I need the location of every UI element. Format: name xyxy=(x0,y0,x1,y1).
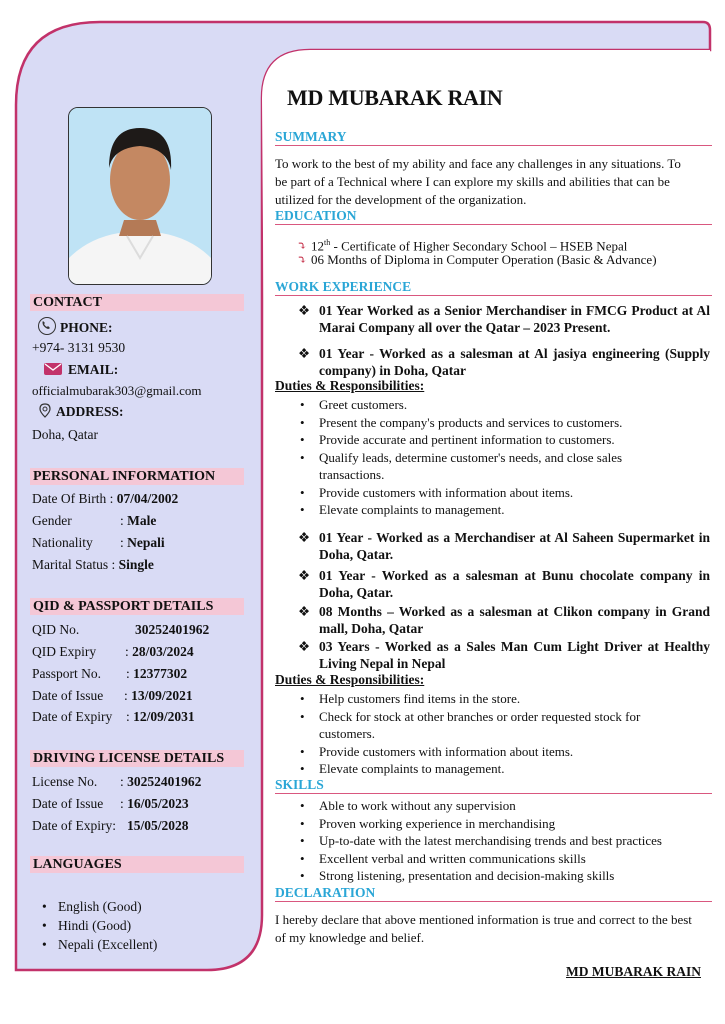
job-entry: ❖ 01 Year - Worked as a Merchandiser at Al Saheen Supermarket in Doha, Qatar. xyxy=(298,530,710,562)
list-item: • Strong listening, presentation and decision-making skills xyxy=(319,867,699,885)
list-item: • Provide accurate and pertinent information to customers. xyxy=(319,431,699,449)
phone-number: +974- 3131 9530 xyxy=(32,340,126,355)
info-row: Passport No. : 12377302 xyxy=(32,666,188,681)
job-entry: ❖ 01 Year - Worked as a salesman at Bunu chocolate company in Doha, Qatar. xyxy=(298,568,710,600)
list-item: • Proven working experience in merchandising xyxy=(319,815,699,833)
address-value: Doha, Qatar xyxy=(32,427,98,442)
work-experience-heading: WORK EXPERIENCE xyxy=(275,278,712,296)
list-item: • Excellent verbal and written communications skills xyxy=(319,850,699,868)
envelope-icon xyxy=(44,363,62,375)
arrow-icon: ⤵ xyxy=(297,239,308,254)
driving-license-heading: DRIVING LICENSE DETAILS xyxy=(30,750,244,767)
job-entry: ❖ 01 Year - Worked as a salesman at Al jasiya engineering (Supply company) in Doha, Qatar xyxy=(298,346,710,378)
diamond-bullet-icon: ❖ xyxy=(298,530,311,545)
language-item: • Hindi (Good) xyxy=(58,916,157,935)
list-item: • Elevate complaints to management. xyxy=(319,501,699,519)
list-item: • Elevate complaints to management. xyxy=(319,760,699,778)
list-item: • Up-to-date with the latest merchandising trends and best practices xyxy=(319,832,699,850)
list-item: • Help customers find items in the store. xyxy=(319,690,699,708)
language-item: • Nepali (Excellent) xyxy=(58,935,157,954)
list-item: • Qualify leads, determine customer's needs, and close sales transactions. xyxy=(319,449,664,484)
skills-heading: SKILLS xyxy=(275,776,712,794)
summary-text: To work to the best of my ability and face any challenges in any situations. To be part of a Technical where I can explore my skills and abilities that can be utilized for the development of the organization. xyxy=(275,156,681,207)
job-entry: ❖ 08 Months – Worked as a salesman at Clikon company in Grand mall, Doha, Qatar xyxy=(298,604,710,636)
duties-label: Duties & Responsibilities: xyxy=(275,378,425,393)
info-row: Marital Status : Single xyxy=(32,557,154,572)
job-entry: ❖ 01 Year Worked as a Senior Merchandiser in FMCG Product at Al Marai Company all over the Qatar – 2023 Present. xyxy=(298,303,710,335)
list-item: • Provide customers with information about items. xyxy=(319,743,699,761)
personal-info-heading: PERSONAL INFORMATION xyxy=(30,468,244,485)
contact-heading: CONTACT xyxy=(30,294,244,311)
signature-name: MD MUBARAK RAIN xyxy=(566,964,701,979)
phone-label: PHONE: xyxy=(60,320,113,335)
list-item: • Check for stock at other branches or order requested stock for customers. xyxy=(319,708,699,743)
address-label: ADDRESS: xyxy=(56,404,124,419)
diamond-bullet-icon: ❖ xyxy=(298,303,311,318)
summary-heading: SUMMARY xyxy=(275,128,712,146)
language-item: • English (Good) xyxy=(58,897,157,916)
education-item: ⤵ 12th - Certificate of Higher Secondary School – HSEB Nepal xyxy=(297,238,628,254)
location-pin-icon xyxy=(38,403,52,419)
phone-icon xyxy=(38,317,56,335)
list-item: • Provide customers with information about items. xyxy=(319,484,699,502)
arrow-icon: ⤵ xyxy=(297,253,308,267)
info-row: QID Expiry : 28/03/2024 xyxy=(32,644,194,659)
info-row: Date of Expiry : 12/09/2031 xyxy=(32,709,195,724)
skills-list xyxy=(319,797,699,885)
info-row: Date of Issue : 16/05/2023 xyxy=(32,796,189,811)
languages-heading: LANGUAGES xyxy=(30,856,244,873)
list-item: • Able to work without any supervision xyxy=(319,797,699,815)
info-row: Gender : Male xyxy=(32,513,157,528)
info-row: Date of Expiry: 15/05/2028 xyxy=(32,818,189,833)
diamond-bullet-icon: ❖ xyxy=(298,346,311,361)
phone-label-row xyxy=(38,317,113,336)
info-row: Date Of Birth : 07/04/2002 xyxy=(32,491,179,506)
duties-list xyxy=(319,396,699,519)
info-row: Date of Issue : 13/09/2021 xyxy=(32,688,193,703)
education-heading: EDUCATION xyxy=(275,207,712,225)
address-label-row xyxy=(38,403,124,420)
info-row: QID No. 30252401962 xyxy=(32,622,210,637)
declaration-heading: DECLARATION xyxy=(275,884,712,902)
list-item: • Present the company's products and services to customers. xyxy=(319,414,699,432)
languages-list xyxy=(58,897,157,954)
diamond-bullet-icon: ❖ xyxy=(298,568,311,583)
email-address: officialmubarak303@gmail.com xyxy=(32,383,202,398)
duties-label: Duties & Responsibilities: xyxy=(275,672,425,687)
job-entry: ❖ 03 Years - Worked as a Sales Man Cum Light Driver at Healthy Living Nepal in Nepal xyxy=(298,639,710,671)
info-row: Nationality : Nepali xyxy=(32,535,165,550)
qid-passport-heading: QID & PASSPORT DETAILS xyxy=(30,598,244,615)
info-row: License No. : 30252401962 xyxy=(32,774,202,789)
duties-list xyxy=(319,690,699,778)
email-label: EMAIL: xyxy=(68,362,119,377)
candidate-name: MD MUBARAK RAIN xyxy=(287,85,503,110)
list-item: • Greet customers. xyxy=(319,396,699,414)
profile-photo xyxy=(68,107,212,285)
email-label-row xyxy=(44,361,118,378)
education-item: ⤵ 06 Months of Diploma in Computer Operation (Basic & Advance) xyxy=(297,252,657,267)
diamond-bullet-icon: ❖ xyxy=(298,639,311,654)
declaration-text: I hereby declare that above mentioned information is true and correct to the best of my knowledge and belief. xyxy=(275,912,692,945)
diamond-bullet-icon: ❖ xyxy=(298,604,311,619)
